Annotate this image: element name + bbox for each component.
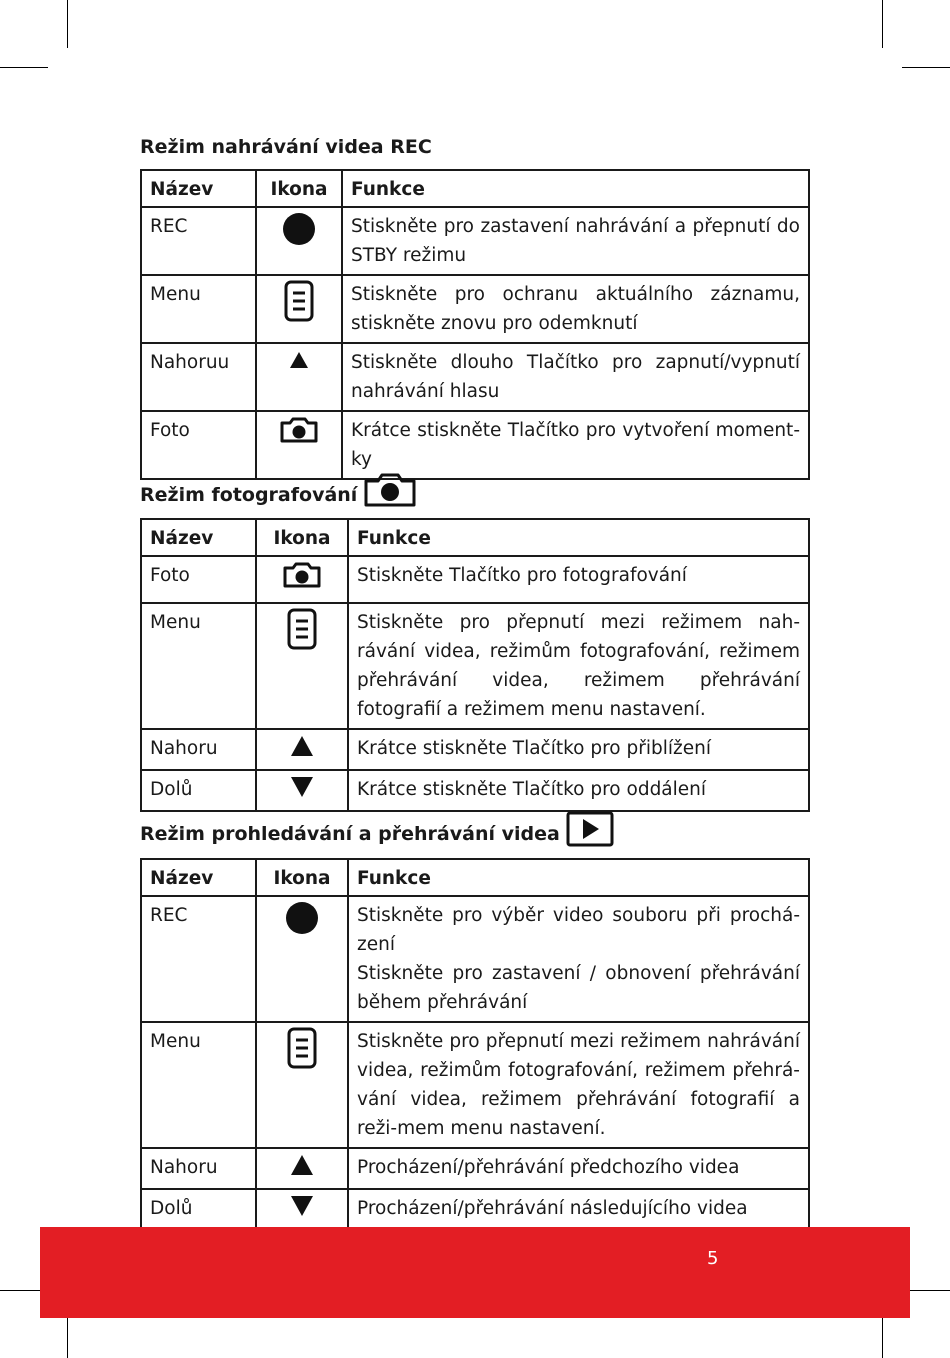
crop-mark <box>67 0 68 48</box>
row-name: Nahoru <box>141 1148 256 1189</box>
row-name: Nahoru <box>141 729 256 770</box>
table-row <box>141 556 809 603</box>
table-row <box>141 343 809 411</box>
row-function: Stiskněte pro zastavení nahrávání a přepnutí do STBY režimu <box>342 207 809 275</box>
row-icon-cell <box>256 896 348 1022</box>
row-function: Stiskněte pro ochranu aktuálního záznamu, stiskněte znovu pro odemknutí <box>342 275 809 343</box>
up-triangle-icon <box>291 1153 313 1175</box>
table-row <box>141 603 809 729</box>
row-name: Menu <box>141 1022 256 1148</box>
table-header-row <box>141 859 809 896</box>
header-name: Název <box>141 519 256 556</box>
table-row <box>141 1022 809 1148</box>
row-function: Stiskněte Tlačítko pro fotografování <box>348 556 809 603</box>
row-icon-cell <box>256 1022 348 1148</box>
header-name: Název <box>141 859 256 896</box>
row-icon-cell <box>256 603 348 729</box>
down-triangle-icon <box>291 1194 313 1216</box>
photo-mode-table <box>140 518 810 812</box>
row-function-line: Stiskněte pro zastavení / obnovení přehrávání během přehrávání <box>357 963 800 1013</box>
row-icon-cell <box>256 556 348 603</box>
row-function: Stiskněte pro přepnutí mezi režimem nah-rávání videa, režimům fotografování, režimem přehrávání videa, režimem přehrávání fotografií a režimem menu nastavení. <box>348 603 809 729</box>
row-function: Procházení/přehrávání předchozího videa <box>348 1148 809 1189</box>
header-function: Funkce <box>348 519 809 556</box>
row-icon-cell <box>256 411 342 479</box>
table-row <box>141 411 809 479</box>
section-title-text: Režim fotografování <box>140 484 358 506</box>
row-function-line: Stiskněte pro výběr video souboru při prochá-zení <box>357 905 800 955</box>
header-name: Název <box>141 170 256 207</box>
header-icon: Ikona <box>256 170 342 207</box>
menu-icon <box>287 608 317 650</box>
row-function: Krátce stiskněte Tlačítko pro přiblížení <box>348 729 809 770</box>
row-name: Foto <box>141 411 256 479</box>
header-icon: Ikona <box>256 519 348 556</box>
table-row <box>141 896 809 1022</box>
crop-mark <box>882 0 883 48</box>
play-icon <box>566 811 614 847</box>
row-icon-cell <box>256 1189 348 1230</box>
header-icon: Ikona <box>256 859 348 896</box>
row-icon-cell <box>256 207 342 275</box>
table-row <box>141 770 809 811</box>
row-icon-cell <box>256 729 348 770</box>
row-function <box>348 896 809 1022</box>
section-title-photo <box>140 472 417 508</box>
section-title-text: Režim nahrávání videa REC <box>140 136 432 158</box>
table-row <box>141 1148 809 1189</box>
section-title-rec <box>140 136 432 158</box>
table-header-row <box>141 170 809 207</box>
row-name: Foto <box>141 556 256 603</box>
rec-mode-table <box>140 169 810 480</box>
row-icon-cell <box>256 343 342 411</box>
table-header-row <box>141 519 809 556</box>
up-triangle-icon <box>290 348 308 368</box>
down-triangle-icon <box>291 775 313 797</box>
row-function: Stiskněte dlouho Tlačítko pro zapnutí/vypnutí nahrávání hlasu <box>342 343 809 411</box>
page-number: 5 <box>707 1248 719 1269</box>
row-function: Stiskněte pro přepnutí mezi režimem nahrávání videa, režimům fotografování, režimem přehrá-vání videa, režimem přehrávání fotografií a reži-mem menu nastavení. <box>348 1022 809 1148</box>
menu-icon <box>287 1027 317 1069</box>
up-triangle-icon <box>291 734 313 756</box>
row-name: Menu <box>141 603 256 729</box>
row-name: Dolů <box>141 1189 256 1230</box>
filled-circle-icon <box>285 901 319 935</box>
section-title-text: Režim prohledávání a přehrávání videa <box>140 823 560 845</box>
row-name: REC <box>141 207 256 275</box>
crop-mark <box>902 67 950 68</box>
filled-circle-icon <box>282 212 316 246</box>
table-row <box>141 207 809 275</box>
menu-icon <box>284 280 314 322</box>
table-row <box>141 1189 809 1230</box>
row-icon-cell <box>256 770 348 811</box>
row-name: Nahoruu <box>141 343 256 411</box>
row-icon-cell <box>256 275 342 343</box>
row-function: Krátce stiskněte Tlačítko pro oddálení <box>348 770 809 811</box>
row-function: Krátce stiskněte Tlačítko pro vytvoření moment-ky <box>342 411 809 479</box>
row-icon-cell <box>256 1148 348 1189</box>
table-row <box>141 275 809 343</box>
row-name: Dolů <box>141 770 256 811</box>
crop-mark <box>0 67 48 68</box>
table-row <box>141 729 809 770</box>
camera-icon <box>282 561 322 589</box>
row-function: Procházení/přehrávání následujícího videa <box>348 1189 809 1230</box>
playback-mode-table <box>140 858 810 1231</box>
footer-band <box>40 1227 910 1318</box>
section-title-playback <box>140 811 614 847</box>
camera-icon <box>279 416 319 444</box>
camera-icon <box>363 472 417 508</box>
row-name: Menu <box>141 275 256 343</box>
header-function: Funkce <box>342 170 809 207</box>
row-name: REC <box>141 896 256 1022</box>
header-function: Funkce <box>348 859 809 896</box>
